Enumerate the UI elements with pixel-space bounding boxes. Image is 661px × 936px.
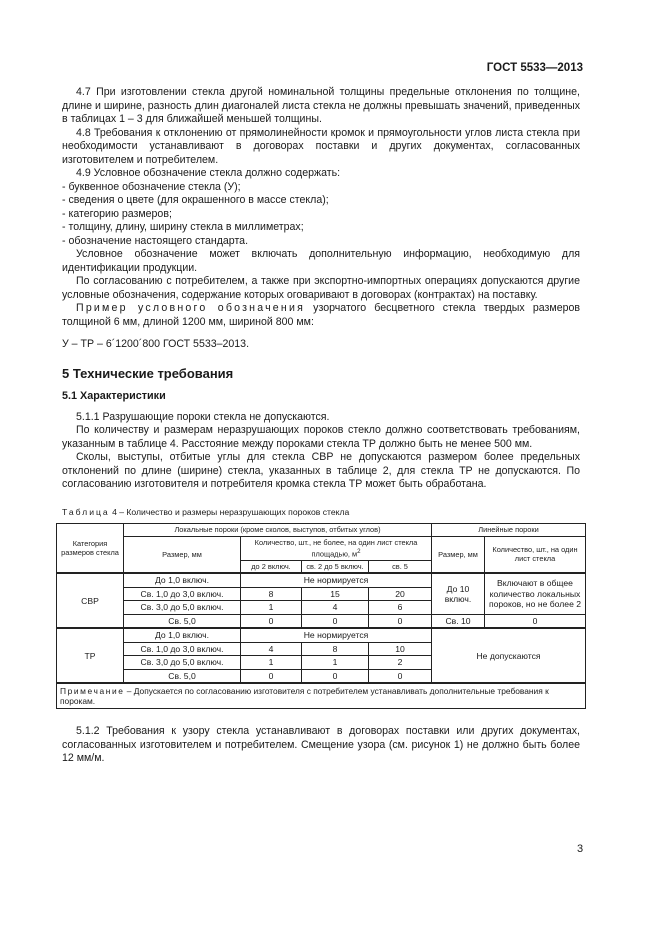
table-cell: 1 [302,656,369,670]
table-cell: Св. 1,0 до 3,0 включ. [124,587,241,601]
table-caption [62,506,580,520]
header-area-3: св. 5 [369,560,432,573]
header-size: Размер, мм [124,536,241,573]
table-cell: 8 [302,642,369,656]
paragraph-4-9: 4.9 Условное обозначение стекла должно содержать: [76,167,341,179]
paragraph-designation-extra: Условное обозначение может включать дополнительную информацию, необходимую для идентификации продукции. [62,248,580,274]
table-cell: 4 [241,642,302,656]
example-paragraph [62,302,580,329]
paragraph-5-1-1-defects: По количеству и размерам неразрушающих пороков стекло должно соответствовать требованиям, указанным в таблице 4. Расстояние между пороками стекла ТР должно быть не менее 500 мм. [62,424,580,450]
table-cell: 2 [369,656,432,670]
table-cell: Не нормируется [241,628,432,642]
section-title: 5 Технические требования [62,365,234,381]
table-cell: 15 [302,587,369,601]
paragraph-designation-agreement: По согласованию с потребителем, а также при экспортно-импортных операциях допускаются другие условные обозначения, содержание которых оговаривают в договорах (контрактах) на поставку. [62,275,580,301]
header-linear-count: Количество, шт., на один лист стекла [485,536,586,573]
table-note-label: Примечание [60,686,125,697]
table-cell: Включают в общее количество локальных пороков, но не более 2 [485,573,586,614]
paragraph-4-7: 4.7 При изготовлении стекла другой номинальной толщины предельные отклонения по толщине, длине и ширине, разность длин диагоналей листа стекла не должны превышать значений, приведенных в таблицах 1 – 3 для ближайшей меньшей толщины. [62,86,580,125]
table-cell: 8 [241,587,302,601]
subsection-title: 5.1 Характеристики [62,390,166,402]
table-caption-text: 4 – Количество и размеры неразрушающих пороков стекла [109,506,350,517]
table-cell: Св. 10 [432,614,485,628]
table-cell: 0 [302,669,369,683]
category-cell: СВР [57,573,124,628]
table-cell: 0 [241,669,302,683]
paragraph-4-8: 4.8 Требования к отклонению от прямолинейности кромок и прямоугольности углов листа стекла при необходимости устанавливают в договорах поставки и других документах, согласованных изготовителем и потребителем. [62,126,580,166]
category-cell: ТР [57,628,124,683]
table-cell: Св. 3,0 до 5,0 включ. [124,656,241,670]
paragraph-5-1-1-chips: Сколы, выступы, отбитые углы для стекла СВР не допускаются размером более предельных отклонений по длине (ширине) стекла, указанных в таблице 2, для стекла ТР не допускаются. По согласованию изготовителя и потребителя кромка стекла ТР может быть обработана. [62,451,580,490]
header-area-2: св. 2 до 5 включ. [302,560,369,573]
table-cell: 4 [302,601,369,615]
list-item: - обозначение настоящего стандарта. [62,234,249,247]
table-cell: 0 [369,614,432,628]
header-count-local-text: Количество, шт., не более, на один лист стекла площадью, м [254,537,418,559]
page-number: 3 [577,843,584,855]
table-cell: 1 [241,601,302,615]
table-cell: 10 [369,642,432,656]
paragraph-5-1-2: 5.1.2 Требования к узору стекла устанавливают в договорах поставки или других документах, согласованных изготовителем и потребителем. Смещение узора (см. рисунок 1) не должно быть более 12 мм/м. [62,725,580,765]
header-linear-defects: Линейные пороки [432,524,586,537]
list-item: - сведения о цвете (для окрашенного в массе стекла); [62,194,329,206]
table-cell: До 1,0 включ. [124,628,241,642]
table-cell: 1 [241,656,302,670]
header-local-defects: Локальные пороки (кроме сколов, выступов, отбитых углов) [124,524,432,537]
list-item: - толщину, длину, ширину стекла в миллиметрах; [62,221,304,233]
table-cell: Св. 5,0 [124,614,241,628]
table-cell: Св. 1,0 до 3,0 включ. [124,642,241,656]
table-cell: 0 [241,614,302,628]
table-cell: Св. 3,0 до 5,0 включ. [124,601,241,615]
table-caption-label: Таблица [62,506,110,517]
table-cell: До 1,0 включ. [124,573,241,587]
designation-formula: У – ТР – 6´1200´800 ГОСТ 5533–2013. [62,338,250,350]
header-linear-size: Размер, мм [432,536,485,573]
table-note-text: – Допускается по согласованию изготовителя с потребителем устанавливать дополнительные требования к порокам. [60,686,549,707]
table-cell: Не допускаются [432,628,586,683]
table-cell: 0 [369,669,432,683]
document-code: ГОСТ 5533—2013 [486,62,583,74]
example-label: Пример условного обозначения [76,302,306,314]
list-item: - категорию размеров; [62,207,172,220]
table-cell: До 10 включ. [432,573,485,614]
table-note [57,683,586,709]
table-cell: 6 [369,601,432,615]
table-cell: 20 [369,587,432,601]
header-count-local [241,536,432,560]
table-cell: 0 [485,614,586,628]
table-cell: Св. 5,0 [124,669,241,683]
header-area-1: до 2 включ. [241,560,302,573]
paragraph-5-1-1: 5.1.1 Разрушающие пороки стекла не допускаются. [76,410,330,423]
header-count-local-sup: 2 [357,548,361,555]
page-body [62,86,580,766]
list-item: - буквенное обозначение стекла (У); [62,180,241,193]
example-text: узорчатого бесцветного стекла твердых размеров толщиной 6 мм, длиной 1200 мм, шириной 800 мм: [62,302,580,328]
header-category: Категория размеров стекла [57,524,124,574]
table-cell: 0 [302,614,369,628]
table-cell: Не нормируется [241,573,432,587]
defects-table [56,523,586,709]
